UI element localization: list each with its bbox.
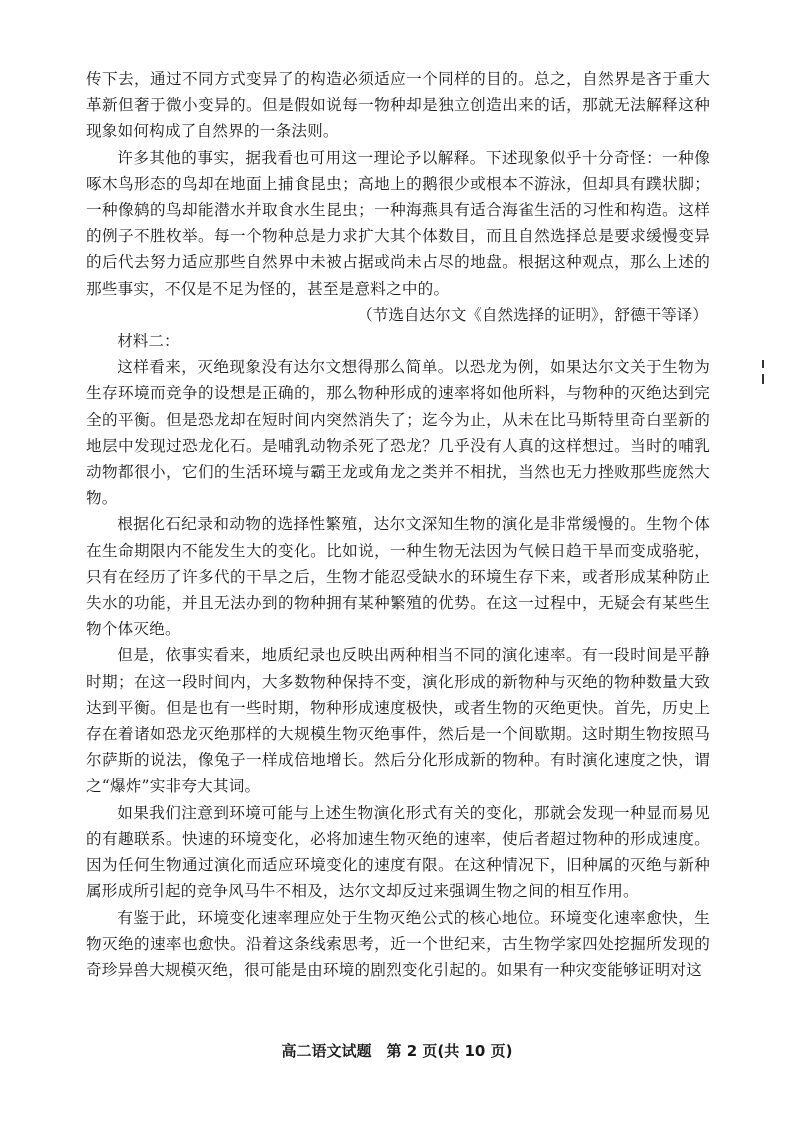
- paragraph-7: 有鉴于此，环境变化速率理应处于生物灭绝公式的核心地位。环境变化速率愈快，生物灭绝的速率也愈快。沿着这条线索思考，近一个世纪来，古生物学家四处挖掘所发现的奇珍异兽大规模灭绝，很可能是由环境的剧烈变化引起的。如果有一种灾变能够证明对这: [86, 908, 710, 979]
- paragraph-4: 根据化石纪录和动物的选择性繁殖，达尔文深知生物的演化是非常缓慢的。生物个体在生命期限内不能发生大的变化。比如说，一种生物无法因为气候日趋干旱而变成骆驼，只有在经历了许多代的干旱之后，生物才能忍受缺水的环境生存下来，或者形成某种防止失水的功能，并且无法办到的物种拥有某种繁殖的优势。在这一过程中，无疑会有某些生物个体灭绝。: [86, 515, 710, 639]
- paragraph-5: 但是，依事实看来，地质纪录也反映出两种相当不同的演化速率。有一段时间是平静时期；在这一段时间内，大多数物种保持不变，演化形成的新物种与灭绝的物种数量大致达到平衡。但是也有一些时期，物种形成速度极快，或者生物的灭绝更快。首先，历史上存在着诸如恐龙灭绝那样的大规模生物灭绝事件，然后是一个间歇期。这时期生物按照马尔萨斯的说法，像兔子一样成倍地增长。然后分化形成新的物种。有时演化速度之快，谓之“爆炸”实非夸大其词。: [86, 646, 710, 796]
- paragraph-6: 如果我们注意到环境可能与上述生物演化形式有关的变化，那就会发现一种显而易见的有趣联系。快速的环境变化，必将加速生物灭绝的速率，使后者超过物种的形成速度。因为任何生物通过演化而适应环境变化的速度有限。在这种情况下，旧种属的灭绝与新种属形成所引起的竞争风马牛不相及，达尔文却反过来强调生物之间的相互作用。: [86, 803, 710, 901]
- paragraph-2: 许多其他的事实，据我看也可用这一理论予以解释。下述现象似乎十分奇怪：一种像啄木鸟形态的鸟却在地面上捕食昆虫；高地上的鹅很少或根本不游泳，但却具有蹼状脚；一种像鸫的鸟却能潜水并取食水生昆虫；一种海燕具有适合海雀生活的习性和构造。这样的例子不胜枚举。每一个物种总是力求扩大其个体数目，而且自然选择总是要求缓慢变异的后代去努力适应那些自然界中未被占据或尚未占尽的地盘。根据这种观点，那么上述的那些事实，不仅是不足为怪的，甚至是意料之中的。: [86, 148, 710, 298]
- margin-mark-top: [762, 360, 764, 368]
- page-footer: 高二语文试题 第 2 页(共 10 页): [281, 1042, 513, 1060]
- document-body: [86, 66, 710, 983]
- paragraph-3: 这样看来，灭绝现象没有达尔文想得那么简单。以恐龙为例，如果达尔文关于生物为生存环境而竞争的设想是正确的，那么物种形成的速率将如他所料，与物种的灭绝达到完全的平衡。但是恐龙却在短时间内突然消失了；迄今为止，从未在比马斯特里奇白垩新的地层中发现过恐龙化石。是哺乳动物杀死了恐龙？几乎没有人真的这样想过。当时的哺乳动物都很小，它们的生活环境与霸王龙或角龙之类并不相扰，当然也无力挫败那些庞然大物。: [86, 358, 710, 508]
- section-label-material-two: 材料二：: [117, 332, 180, 351]
- margin-mark-bottom: [762, 374, 764, 384]
- paragraph-1: 传下去，通过不同方式变异了的构造必须适应一个同样的目的。总之，自然界是吝于重大革新但奢于微小变异的。但是假如说每一物种却是独立创造出来的话，那就无法解释这种现象如何构成了自然界的一条法则。: [86, 70, 710, 141]
- source-citation: （节选自达尔文《自然选择的证明》，舒德干等译）: [357, 305, 708, 324]
